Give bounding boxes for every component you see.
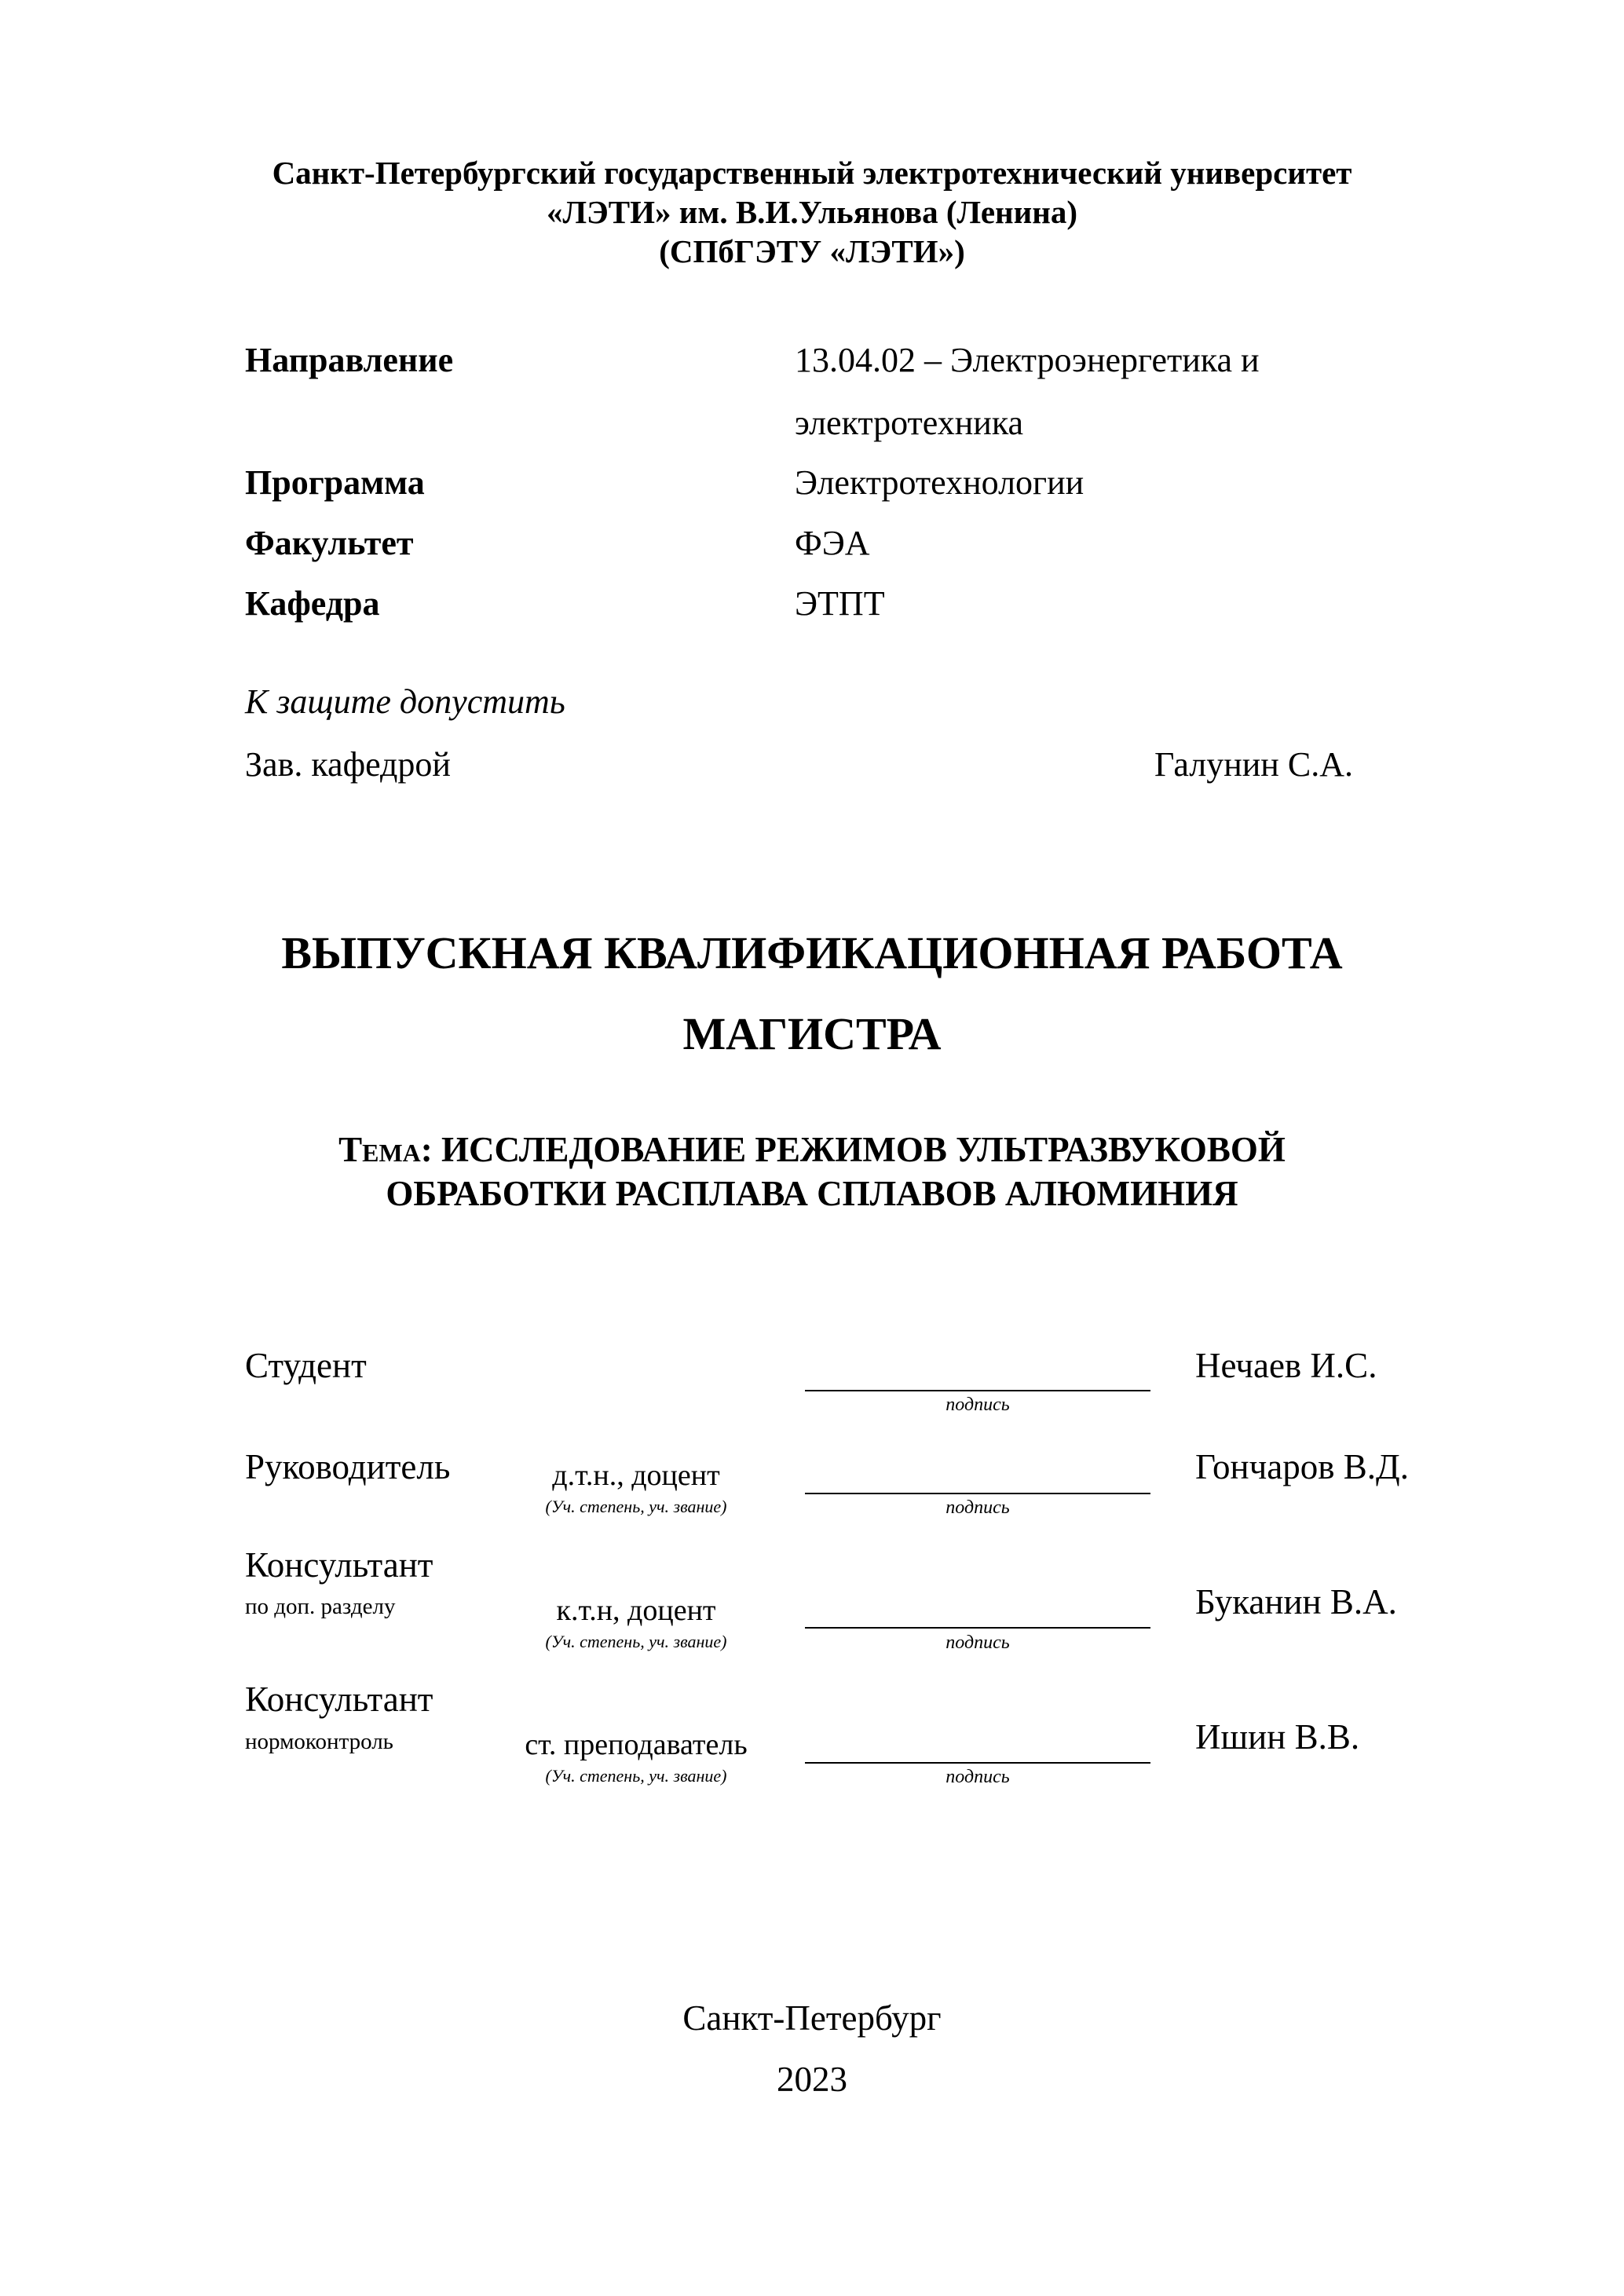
program-value: Электротехнологии bbox=[795, 463, 1084, 502]
student-signature-line bbox=[805, 1390, 1150, 1391]
footer-city: Санкт-Петербург bbox=[682, 1998, 942, 2038]
normcontrol-degree-caption: (Уч. степень, уч. звание) bbox=[545, 1766, 727, 1786]
normcontrol-role: Консультант bbox=[245, 1680, 433, 1719]
footer-year: 2023 bbox=[777, 2060, 847, 2099]
work-title: ВЫПУСКНАЯ КВАЛИФИКАЦИОННАЯ РАБОТА bbox=[281, 927, 1343, 978]
direction-value-continued: электротехника bbox=[795, 404, 1024, 442]
topic-line: ИССЛЕДОВАНИЕ РЕЖИМОВ УЛЬТРАЗВУКОВОЙ bbox=[441, 1130, 1286, 1169]
university-header bbox=[0, 153, 1624, 271]
direction-value: 13.04.02 – Электроэнергетика и bbox=[795, 341, 1260, 379]
faculty-value: ФЭА bbox=[795, 524, 870, 562]
student-role: Студент bbox=[245, 1346, 367, 1385]
supervisor-degree: д.т.н., доцент bbox=[552, 1459, 720, 1492]
consultant-signature-line bbox=[805, 1627, 1150, 1629]
student-name: Нечаев И.С. bbox=[1195, 1346, 1377, 1385]
supervisor-signature-caption: подпись bbox=[946, 1497, 1010, 1518]
consultant-role: Консультант bbox=[245, 1545, 433, 1585]
approval-name: Галунин С.А. bbox=[1154, 745, 1353, 784]
supervisor-signature-line bbox=[805, 1493, 1150, 1494]
topic-prefix: Тема: bbox=[338, 1130, 433, 1169]
university-abbreviation: (СПбГЭТУ «ЛЭТИ») bbox=[659, 233, 965, 269]
approval-role: Зав. кафедрой bbox=[245, 745, 451, 784]
normcontrol-degree: ст. преподаватель bbox=[525, 1728, 748, 1761]
faculty-label: Факультет bbox=[245, 524, 414, 562]
normcontrol-signature-line bbox=[805, 1762, 1150, 1764]
consultant-name: Буканин В.А. bbox=[1195, 1582, 1397, 1621]
topic-line-continued: ОБРАБОТКИ РАСПЛАВА СПЛАВОВ АЛЮМИНИЯ bbox=[386, 1174, 1238, 1213]
student-signature-caption: подпись bbox=[946, 1395, 1010, 1415]
consultant-signature-caption: подпись bbox=[946, 1632, 1010, 1653]
normcontrol-name: Ишин В.В. bbox=[1195, 1717, 1360, 1757]
consultant-subrole: по доп. разделу bbox=[245, 1594, 396, 1619]
supervisor-name: Гончаров В.Д. bbox=[1195, 1447, 1409, 1486]
approval-note: К защите допустить bbox=[245, 682, 565, 721]
normcontrol-signature-caption: подпись bbox=[946, 1767, 1010, 1787]
direction-label: Направление bbox=[245, 341, 454, 379]
department-label: Кафедра bbox=[245, 584, 380, 623]
program-label: Программа bbox=[245, 463, 425, 502]
topic bbox=[0, 1128, 1624, 1216]
consultant-degree-caption: (Уч. степень, уч. звание) bbox=[545, 1632, 727, 1651]
consultant-degree: к.т.н, доцент bbox=[556, 1594, 716, 1627]
supervisor-degree-caption: (Уч. степень, уч. звание) bbox=[545, 1497, 727, 1516]
department-value: ЭТПТ bbox=[795, 584, 885, 623]
normcontrol-subrole: нормоконтроль bbox=[245, 1729, 393, 1754]
university-name: Санкт-Петербургский государственный электротехнический университет bbox=[272, 155, 1352, 191]
supervisor-role: Руководитель bbox=[245, 1447, 451, 1486]
university-name-full: «ЛЭТИ» им. В.И.Ульянова (Ленина) bbox=[546, 194, 1078, 230]
work-title-continued: МАГИСТРА bbox=[682, 1008, 942, 1059]
